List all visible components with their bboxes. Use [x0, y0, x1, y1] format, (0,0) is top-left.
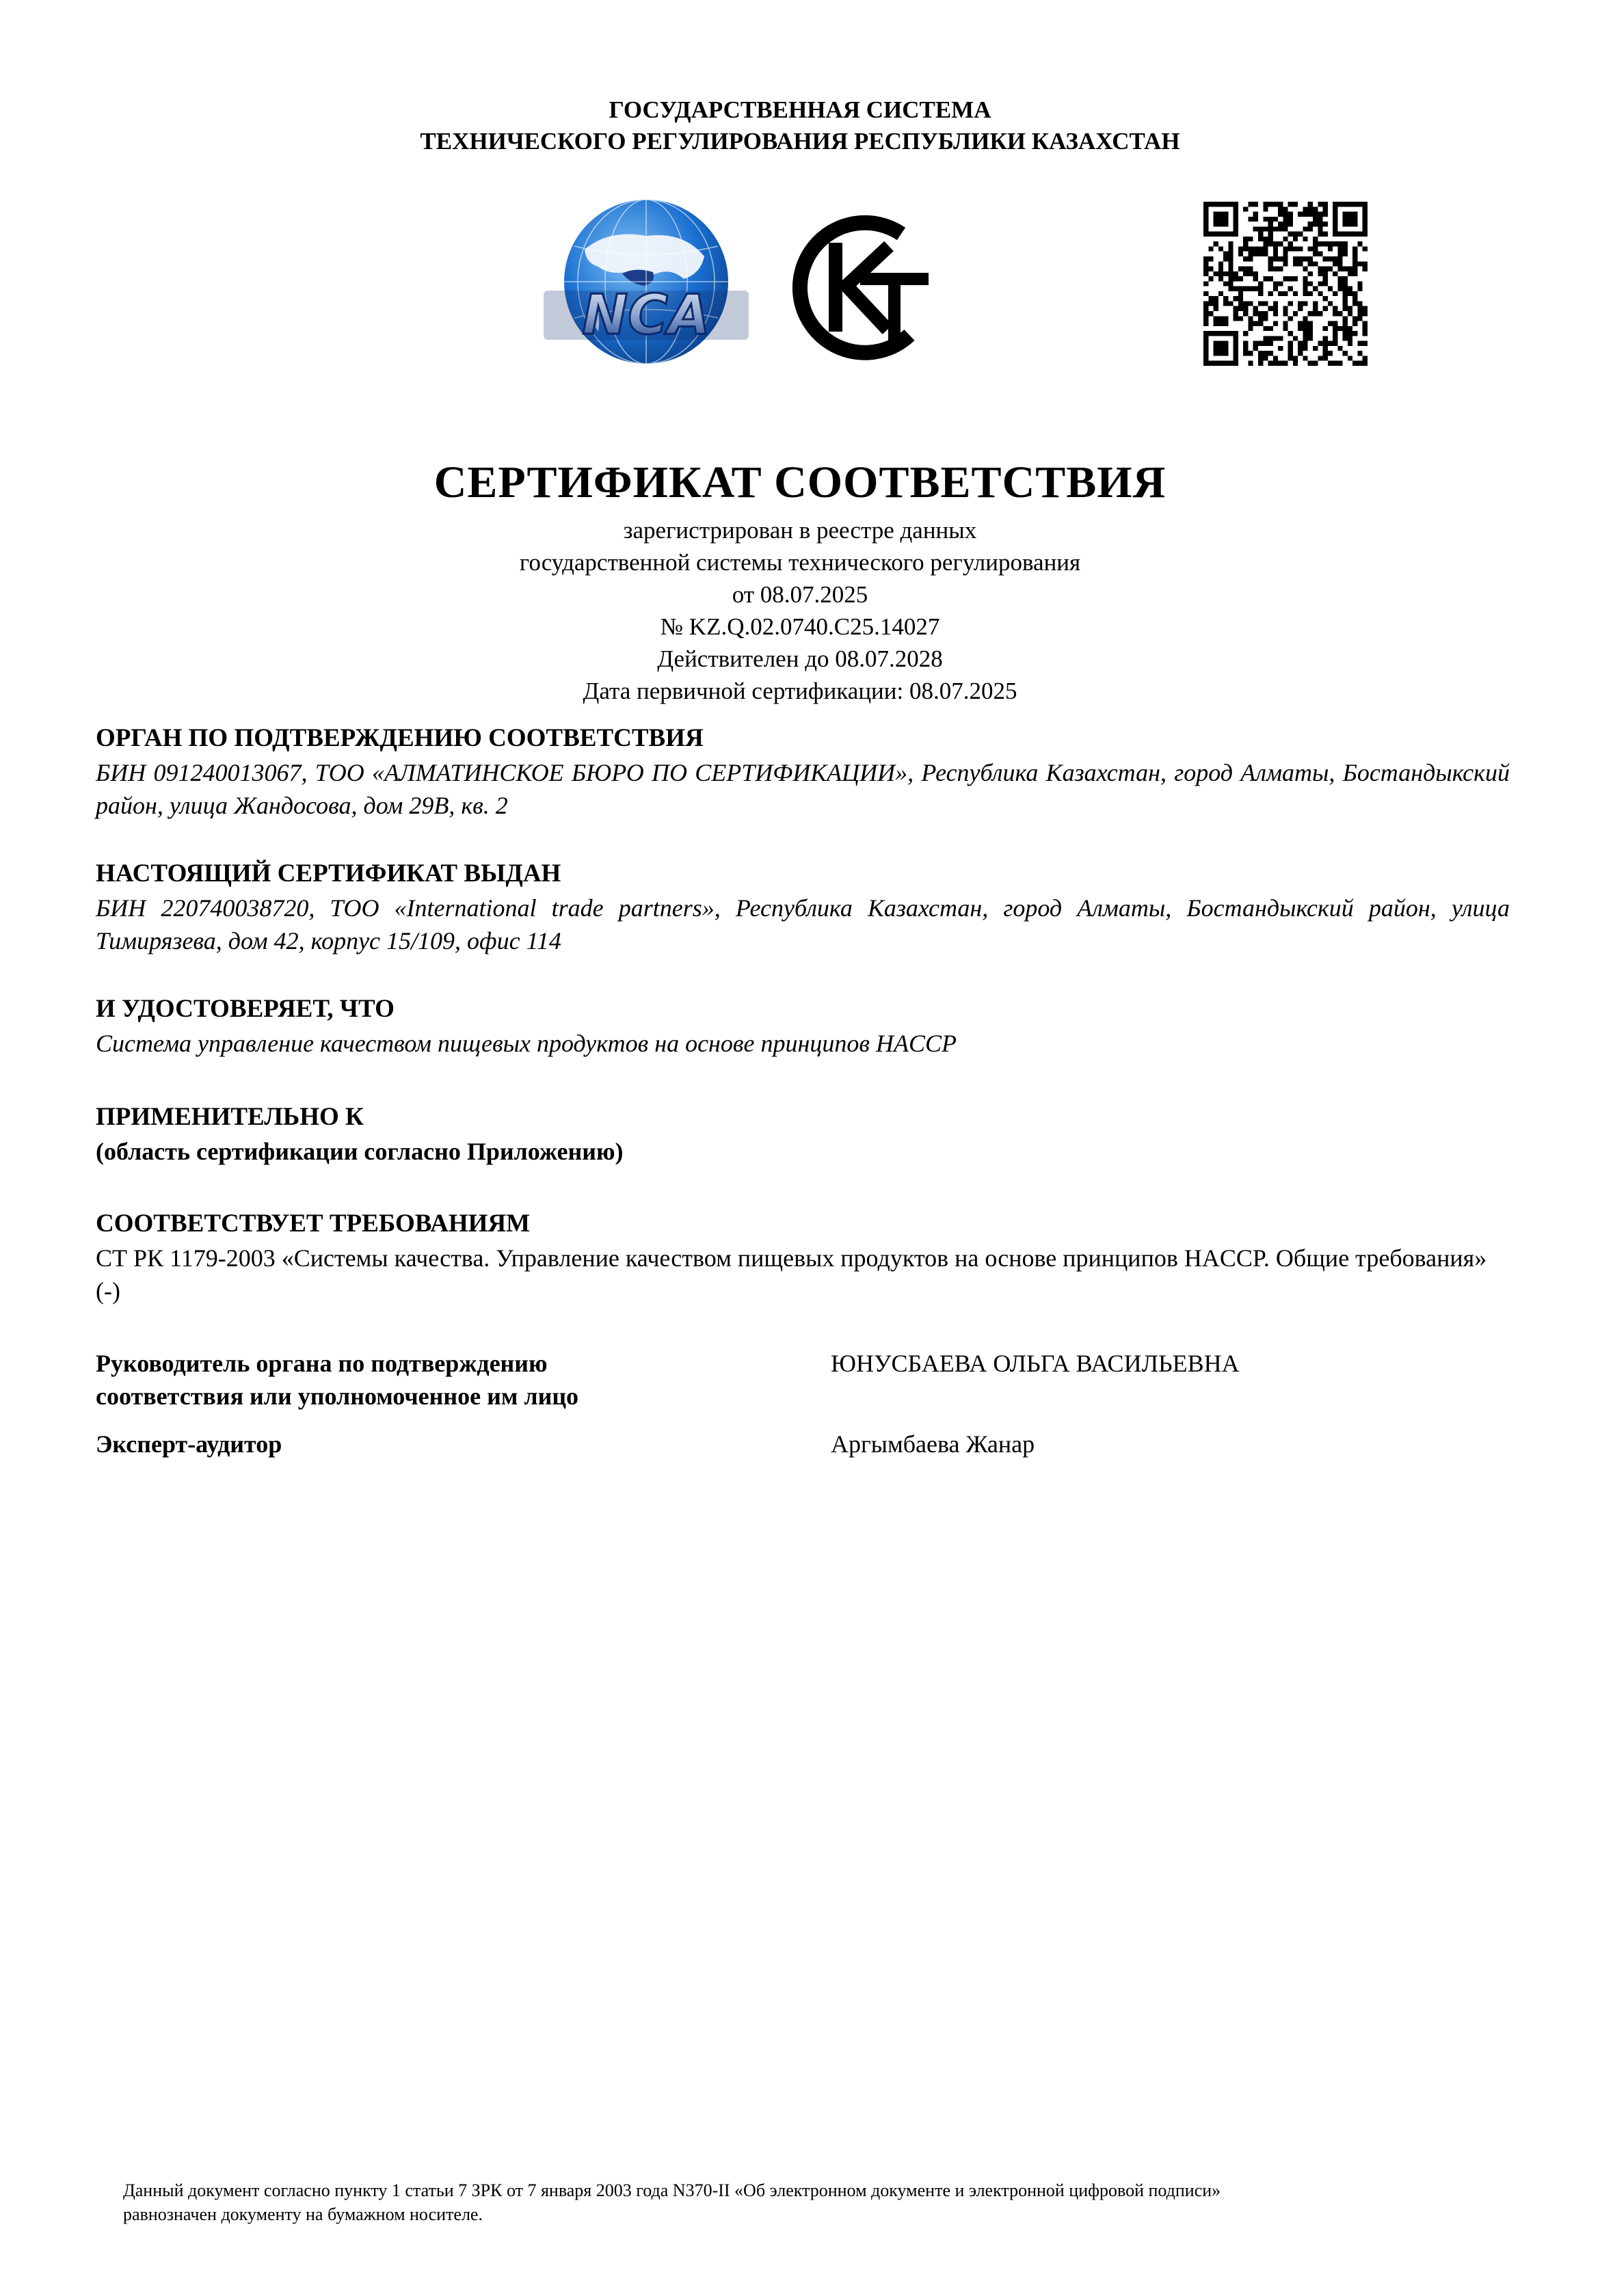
registry-line: государственной системы технического регулирования: [519, 549, 1081, 576]
certificate-number: № KZ.Q.02.0740.C25.14027: [660, 613, 940, 640]
head-name: ЮНУСБАЕВА ОЛЬГА ВАСИЛЬЕВНА: [831, 1350, 1240, 1377]
section-text-requirements: СТ РК 1179-2003 «Системы качества. Управление качеством пищевых продуктов на основе принципов HACCP. Общие требования» (-): [96, 1244, 1487, 1305]
section-text-applicable-to: (область сертификации согласно Приложению): [96, 1138, 624, 1165]
section-text-issued-to: БИН 220740038720, ТОО «International trade partners», Республика Казахстан, город Алматы, Бостандыкский район, улица Тимирязева, дом 42, корпус 15/109, офис 114: [96, 894, 1510, 955]
issuer-header: [0, 94, 1600, 157]
certificate-title: СЕРТИФИКАТ СООТВЕТСТВИЯ: [434, 457, 1166, 507]
head-role-line2: соответствия или уполномоченное им лицо: [96, 1383, 579, 1410]
issuer-header-line2: ТЕХНИЧЕСКОГО РЕГУЛИРОВАНИЯ РЕСПУБЛИКИ КАЗАХСТАН: [420, 128, 1180, 155]
valid-until: Действителен до 08.07.2028: [657, 645, 943, 672]
kt-conformity-mark: [779, 205, 933, 366]
first-certification-date: Дата первичной сертификации: 08.07.2025: [583, 678, 1017, 704]
section-text-certifies: Система управление качеством пищевых продуктов на основе принципов HACCP: [96, 1030, 957, 1057]
registration-info: [0, 514, 1600, 707]
date-from: от 08.07.2025: [732, 581, 868, 608]
nca-logo-text: NCA: [582, 283, 710, 347]
registered-line: зарегистрирован в реестре данных: [623, 517, 977, 544]
issuer-header-line1: ГОСУДАРСТВЕННАЯ СИСТЕМА: [609, 96, 991, 123]
head-role-line1: Руководитель органа по подтверждению: [96, 1350, 548, 1377]
section-text-certification-body: БИН 091240013067, ТОО «АЛМАТИНСКОЕ БЮРО ПО СЕРТИФИКАЦИИ», Республика Казахстан, город Алматы, Бостандыкский район, улица Жандосова, дом 29В, кв. 2: [96, 759, 1510, 819]
qr-code-icon: [1203, 202, 1368, 366]
section-heading-requirements: СООТВЕТСТВУЕТ ТРЕБОВАНИЯМ: [96, 1210, 531, 1238]
section-heading-certifies: И УДОСТОВЕРЯЕТ, ЧТО: [96, 995, 395, 1023]
auditor-role: Эксперт-аудитор: [96, 1430, 282, 1458]
nca-globe-logo: [544, 198, 749, 369]
section-heading-certification-body: ОРГАН ПО ПОДТВЕРЖДЕНИЮ СООТВЕТСТВИЯ: [96, 724, 704, 752]
footer-line2: равнозначен документу на бумажном носителе.: [123, 2204, 483, 2224]
auditor-name: Аргымбаева Жанар: [831, 1430, 1035, 1458]
section-heading-applicable-to: ПРИМЕНИТЕЛЬНО К: [96, 1103, 364, 1131]
head-role: [96, 1347, 578, 1413]
section-heading-issued-to: НАСТОЯЩИЙ СЕРТИФИКАТ ВЫДАН: [96, 859, 561, 887]
legal-footer: [123, 2178, 1491, 2226]
footer-line1: Данный документ согласно пункту 1 статьи 7 ЗРК от 7 января 2003 года N370-II «Об электронном документе и электронной цифровой подписи»: [123, 2180, 1221, 2200]
